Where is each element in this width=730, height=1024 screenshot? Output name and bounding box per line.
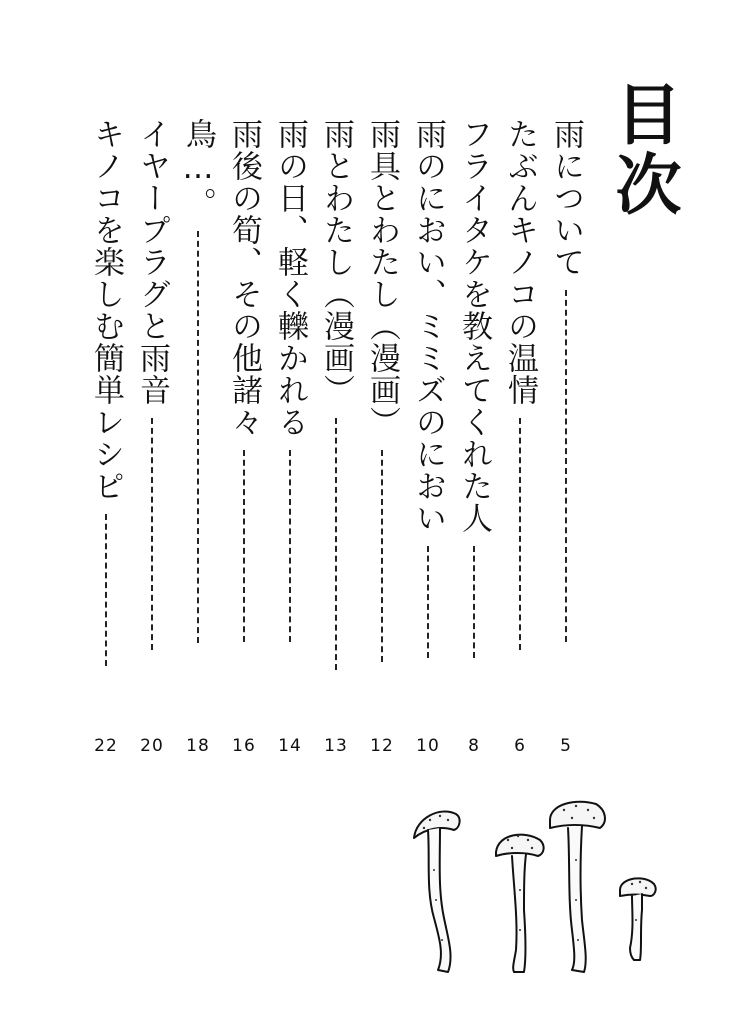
toc-entry[interactable] — [546, 118, 586, 642]
entry-title: 雨具とわたし（漫画） — [364, 118, 400, 438]
entry-title: たぶんキノコの温情 — [502, 118, 538, 406]
page-title: 目次 — [604, 80, 682, 220]
toc-entry[interactable] — [86, 118, 126, 666]
leader-line — [381, 450, 383, 662]
toc-entry[interactable] — [500, 118, 540, 650]
toc-entry[interactable] — [454, 118, 494, 658]
page-number: 13 — [324, 736, 348, 756]
entry-title: イヤープラグと雨音 — [134, 118, 170, 406]
entry-title: フライタケを教えてくれた人 — [456, 118, 492, 534]
leader-line — [519, 418, 521, 650]
leader-line — [473, 546, 475, 658]
page-number: 8 — [468, 736, 480, 756]
toc-entry[interactable] — [132, 118, 172, 650]
leader-line — [151, 418, 153, 650]
page-number: 14 — [278, 736, 302, 756]
entry-title: 鳥…。 — [180, 118, 216, 219]
leader-line — [197, 231, 199, 643]
leader-line — [427, 546, 429, 658]
page-number: 18 — [186, 736, 210, 756]
entry-title: 雨とわたし（漫画） — [318, 118, 354, 406]
entry-title: 雨のにおい、ミミズのにおい — [410, 118, 446, 534]
entry-title: 雨後の筍、その他諸々 — [226, 118, 262, 438]
entry-title: 雨について — [548, 118, 584, 278]
page-number: 5 — [560, 736, 572, 756]
entry-title: 雨の日、軽く轢かれる — [272, 118, 308, 438]
leader-line — [243, 450, 245, 642]
toc-entry[interactable] — [270, 118, 310, 642]
entry-title: キノコを楽しむ簡単レシピ — [88, 118, 124, 502]
toc-entry[interactable] — [178, 118, 218, 643]
page-number: 20 — [140, 736, 164, 756]
page-number: 16 — [232, 736, 256, 756]
toc-entry[interactable] — [362, 118, 402, 662]
leader-line — [565, 290, 567, 642]
page-number: 10 — [416, 736, 440, 756]
leader-line — [335, 418, 337, 670]
toc-entry[interactable] — [408, 118, 448, 658]
page-number: 22 — [94, 736, 118, 756]
toc-entry[interactable] — [316, 118, 356, 670]
toc-entry[interactable] — [224, 118, 264, 642]
mushrooms-icon — [400, 790, 670, 980]
page-number: 12 — [370, 736, 394, 756]
leader-line — [105, 514, 107, 666]
leader-line — [289, 450, 291, 642]
page-number: 6 — [514, 736, 526, 756]
